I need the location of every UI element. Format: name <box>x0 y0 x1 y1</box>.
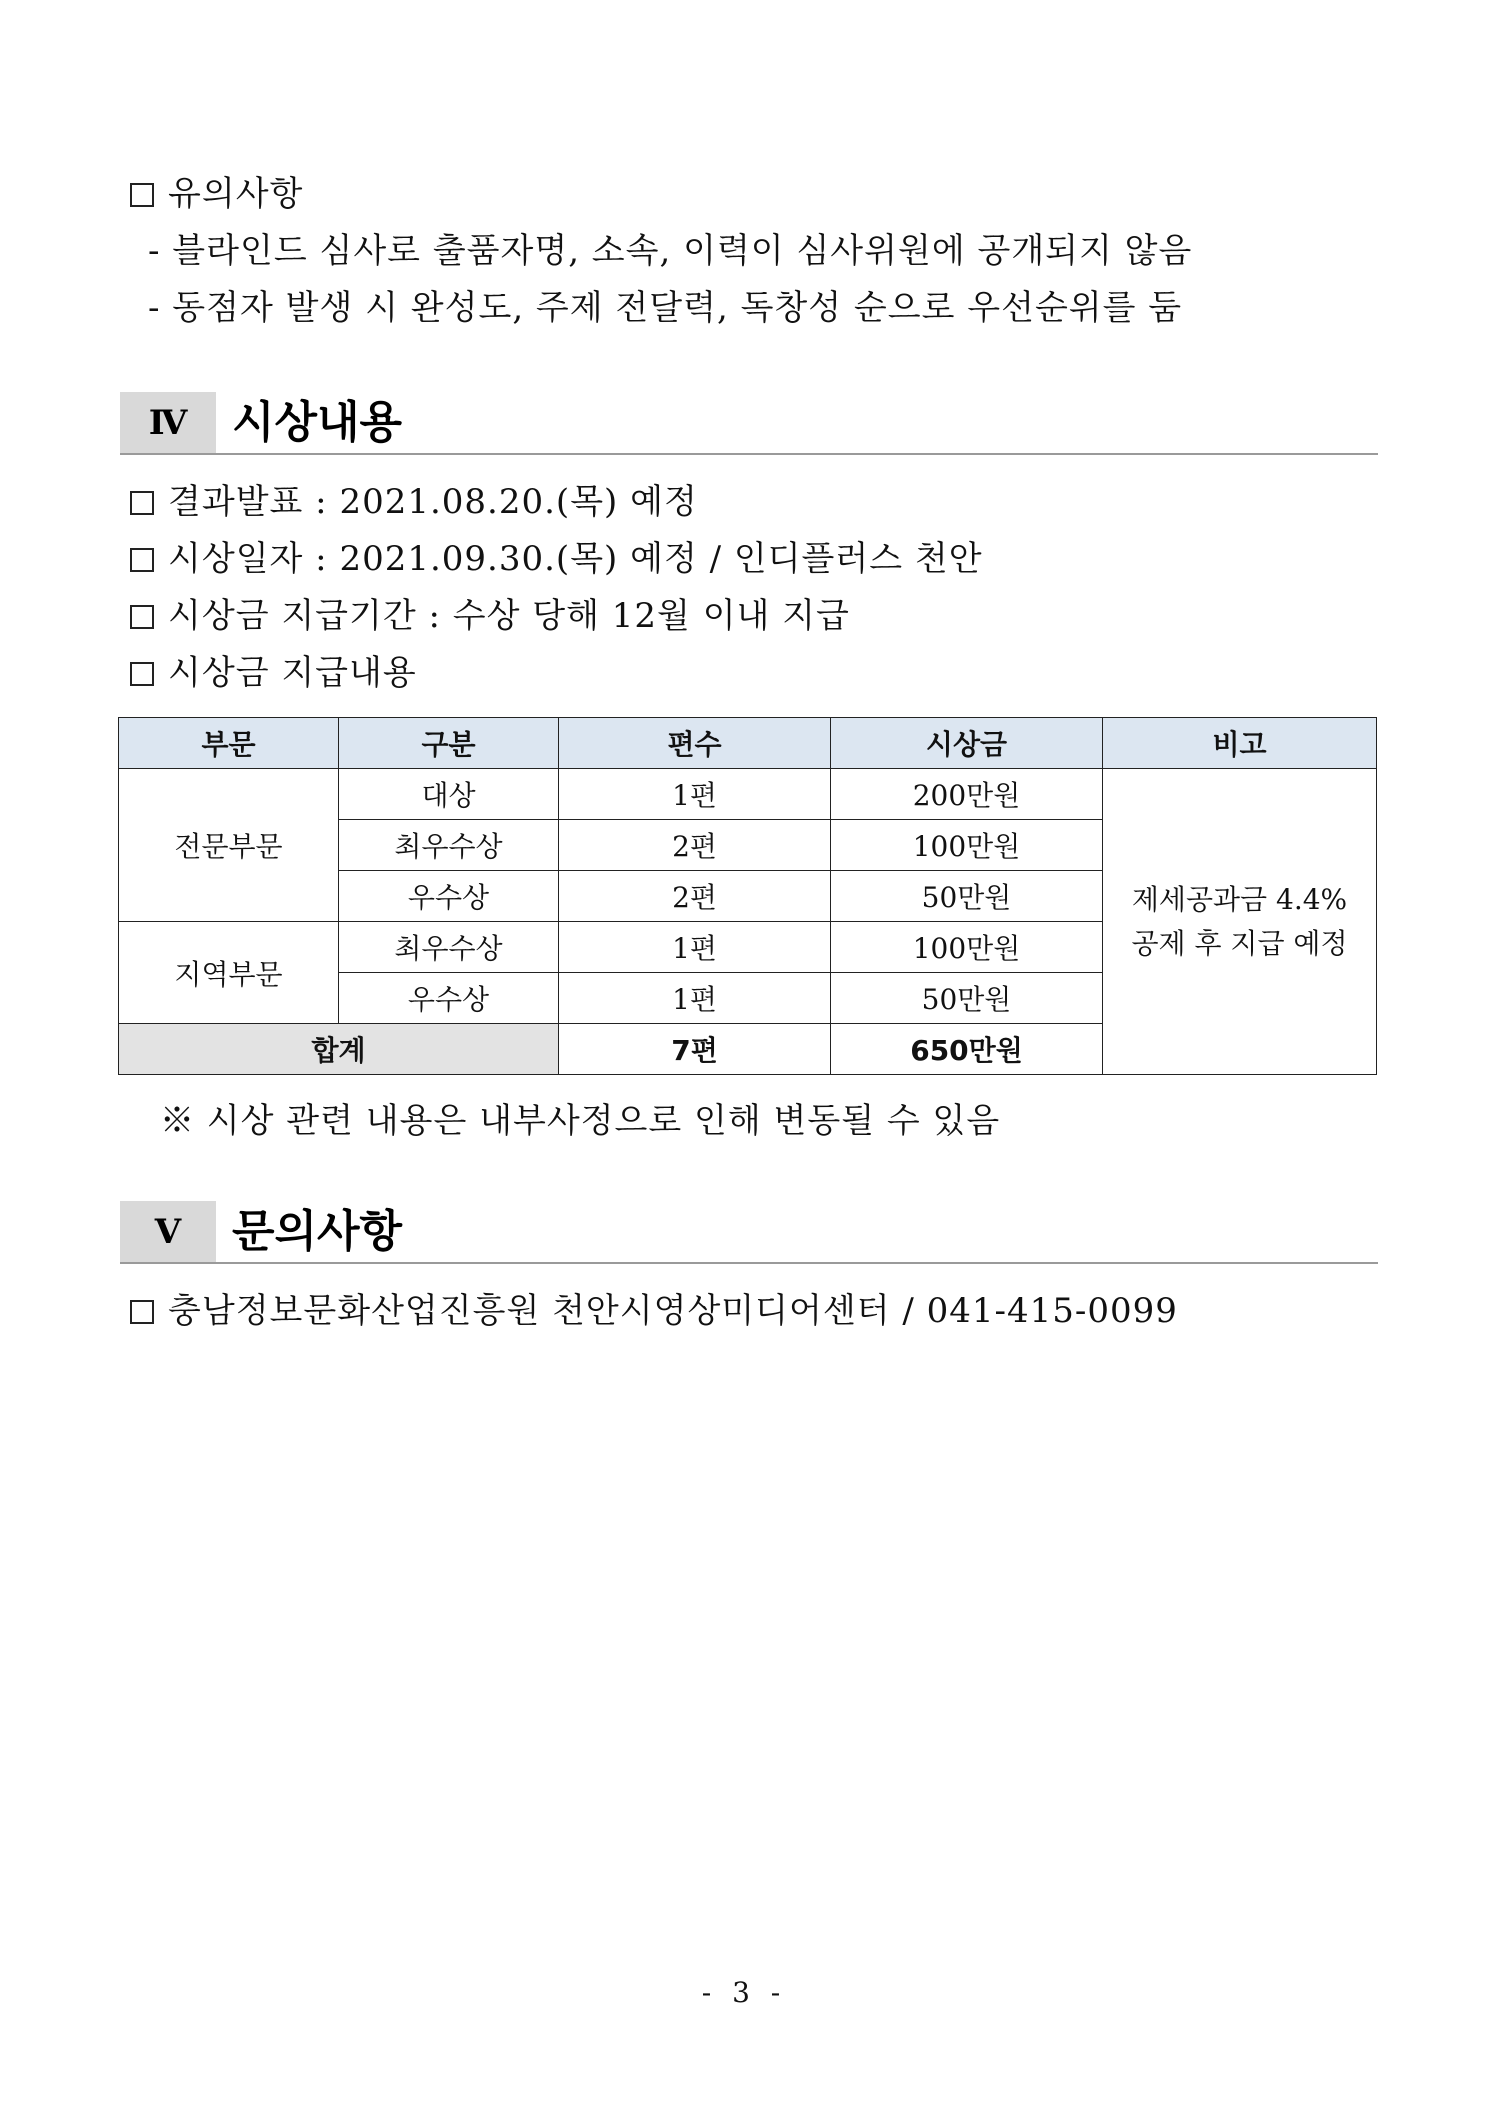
count-cell: 2편 <box>559 820 831 871</box>
category-cell: 최우수상 <box>339 922 559 973</box>
section-4-footnote: ※ 시상 관련 내용은 내부사정으로 인해 변동될 수 있음 <box>160 1101 1001 1141</box>
page-number: - 3 - <box>701 1976 787 2009</box>
checkbox-bullet-icon <box>130 605 154 629</box>
prize-cell: 100만원 <box>831 820 1103 871</box>
header-count: 편수 <box>559 718 831 769</box>
header-prize: 시상금 <box>831 718 1103 769</box>
category-cell: 우수상 <box>339 871 559 922</box>
section-4-divider <box>120 453 1378 455</box>
header-division: 부문 <box>119 718 339 769</box>
count-cell: 1편 <box>559 769 831 820</box>
count-cell: 1편 <box>559 922 831 973</box>
header-category: 구분 <box>339 718 559 769</box>
section-4-item-2: 시상일자 : 2021.09.30.(목) 예정 / 인디플러스 천안 <box>130 539 983 579</box>
notes-heading: 유의사항 <box>130 174 303 214</box>
category-cell: 대상 <box>339 769 559 820</box>
category-cell: 우수상 <box>339 973 559 1024</box>
section-4-number: Ⅳ <box>120 392 216 454</box>
prize-cell: 100만원 <box>831 922 1103 973</box>
table-row <box>119 769 1377 820</box>
total-prize: 650만원 <box>831 1024 1103 1075</box>
note-item-2: - 동점자 발생 시 완성도, 주제 전달력, 독창성 순으로 우선순위를 둠 <box>148 288 1183 328</box>
checkbox-bullet-icon <box>130 1300 154 1324</box>
award-table <box>118 717 1377 1075</box>
count-cell: 2편 <box>559 871 831 922</box>
note-item-1: - 블라인드 심사로 출품자명, 소속, 이력이 심사위원에 공개되지 않음 <box>148 231 1193 271</box>
total-count: 7편 <box>559 1024 831 1075</box>
remark-cell <box>1103 769 1377 1075</box>
section-5-divider <box>120 1262 1378 1264</box>
section-4-title: 시상내용 <box>232 397 403 448</box>
section-4-item-4: 시상금 지급내용 <box>130 653 417 693</box>
remark-line-2: 공제 후 지급 예정 <box>1131 926 1348 960</box>
prize-cell: 200만원 <box>831 769 1103 820</box>
header-remark: 비고 <box>1103 718 1377 769</box>
section-4-item-1: 결과발표 : 2021.08.20.(목) 예정 <box>130 482 698 522</box>
section-4-item-3: 시상금 지급기간 : 수상 당해 12월 이내 지급 <box>130 596 850 636</box>
checkbox-bullet-icon <box>130 183 154 207</box>
table-header-row <box>119 718 1377 769</box>
prize-cell: 50만원 <box>831 871 1103 922</box>
total-label: 합계 <box>119 1024 559 1075</box>
section-5-title: 문의사항 <box>232 1206 403 1257</box>
checkbox-bullet-icon <box>130 662 154 686</box>
checkbox-bullet-icon <box>130 491 154 515</box>
prize-cell: 50만원 <box>831 973 1103 1024</box>
division-cell: 전문부문 <box>119 769 339 922</box>
category-cell: 최우수상 <box>339 820 559 871</box>
section-5-number: Ⅴ <box>120 1201 216 1263</box>
checkbox-bullet-icon <box>130 548 154 572</box>
section-5-item-1: 충남정보문화산업진흥원 천안시영상미디어센터 / 041-415-0099 <box>130 1291 1178 1331</box>
remark-line-1: 제세공과금 4.4% <box>1131 882 1348 916</box>
count-cell: 1편 <box>559 973 831 1024</box>
division-cell: 지역부문 <box>119 922 339 1024</box>
